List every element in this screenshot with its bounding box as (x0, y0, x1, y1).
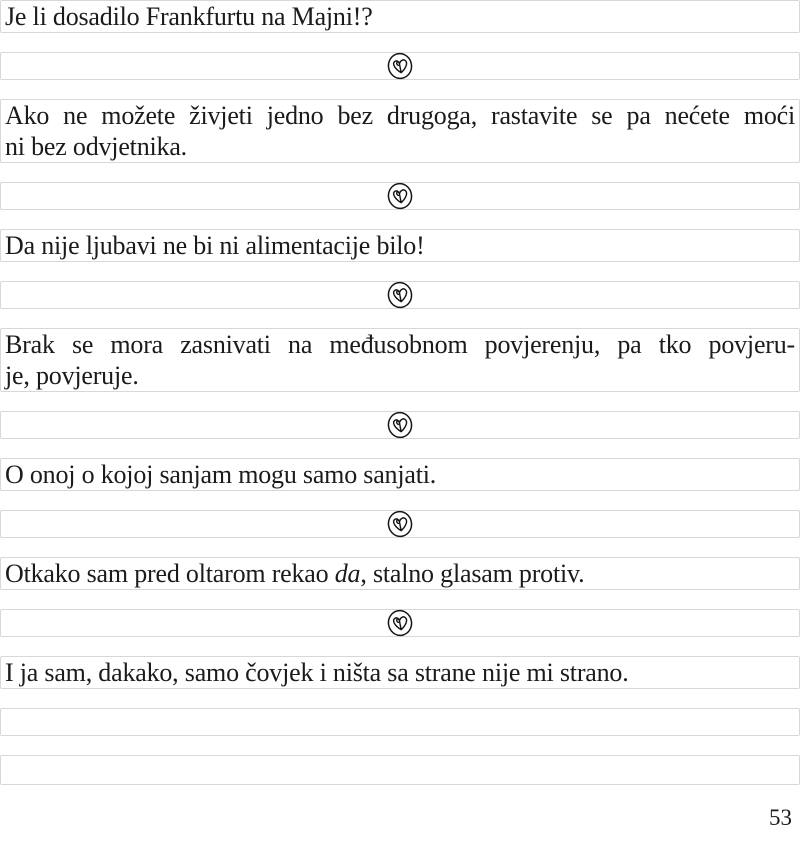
aphorism-text-italic: da (334, 559, 361, 588)
empty-row (0, 755, 800, 785)
heart-in-circle-icon (385, 410, 415, 440)
aphorism-row (0, 328, 800, 392)
ornament-row (0, 609, 800, 637)
aphorism-row (0, 229, 800, 262)
heart-in-circle-icon (385, 509, 415, 539)
aphorism-row (0, 99, 800, 163)
page-number: 53 (769, 805, 792, 830)
aphorism-text: je, povjeruje. (5, 361, 139, 390)
ornament-row (0, 411, 800, 439)
aphorism-text-segment: , stalno glasam protiv. (360, 559, 585, 588)
aphorism-row (0, 557, 800, 590)
aphorism-text: Ako ne možete živjeti jedno bez drugoga, rastavite se pa nećete moći (5, 101, 795, 130)
aphorism-text: O onoj o kojoj sanjam mogu samo sanjati. (5, 460, 437, 489)
heart-in-circle-icon (385, 181, 415, 211)
empty-row (0, 708, 800, 736)
aphorism-text-segment: Otkako sam pred oltarom rekao (5, 559, 335, 588)
aphorism-text: I ja sam, dakako, samo čovjek i ništa sa strane nije mi strano. (5, 658, 629, 687)
heart-in-circle-icon (385, 608, 415, 638)
heart-in-circle-icon (385, 51, 415, 81)
aphorism-row (0, 0, 800, 33)
aphorism-text: Je li dosadilo Frankfurtu na Majni!? (5, 2, 373, 31)
aphorism-row (0, 458, 800, 491)
ornament-row (0, 52, 800, 80)
aphorism-text: ni bez odvjetnika. (5, 132, 187, 161)
ornament-row (0, 281, 800, 309)
aphorism-text: Da nije ljubavi ne bi ni alimentacije bilo! (5, 231, 425, 260)
ornament-row (0, 182, 800, 210)
aphorism-row (0, 656, 800, 689)
aphorism-text: Brak se mora zasnivati na međusobnom povjerenju, pa tko povjeru- (5, 330, 795, 359)
heart-in-circle-icon (385, 280, 415, 310)
ornament-row (0, 510, 800, 538)
aphorism-text (5, 558, 795, 589)
